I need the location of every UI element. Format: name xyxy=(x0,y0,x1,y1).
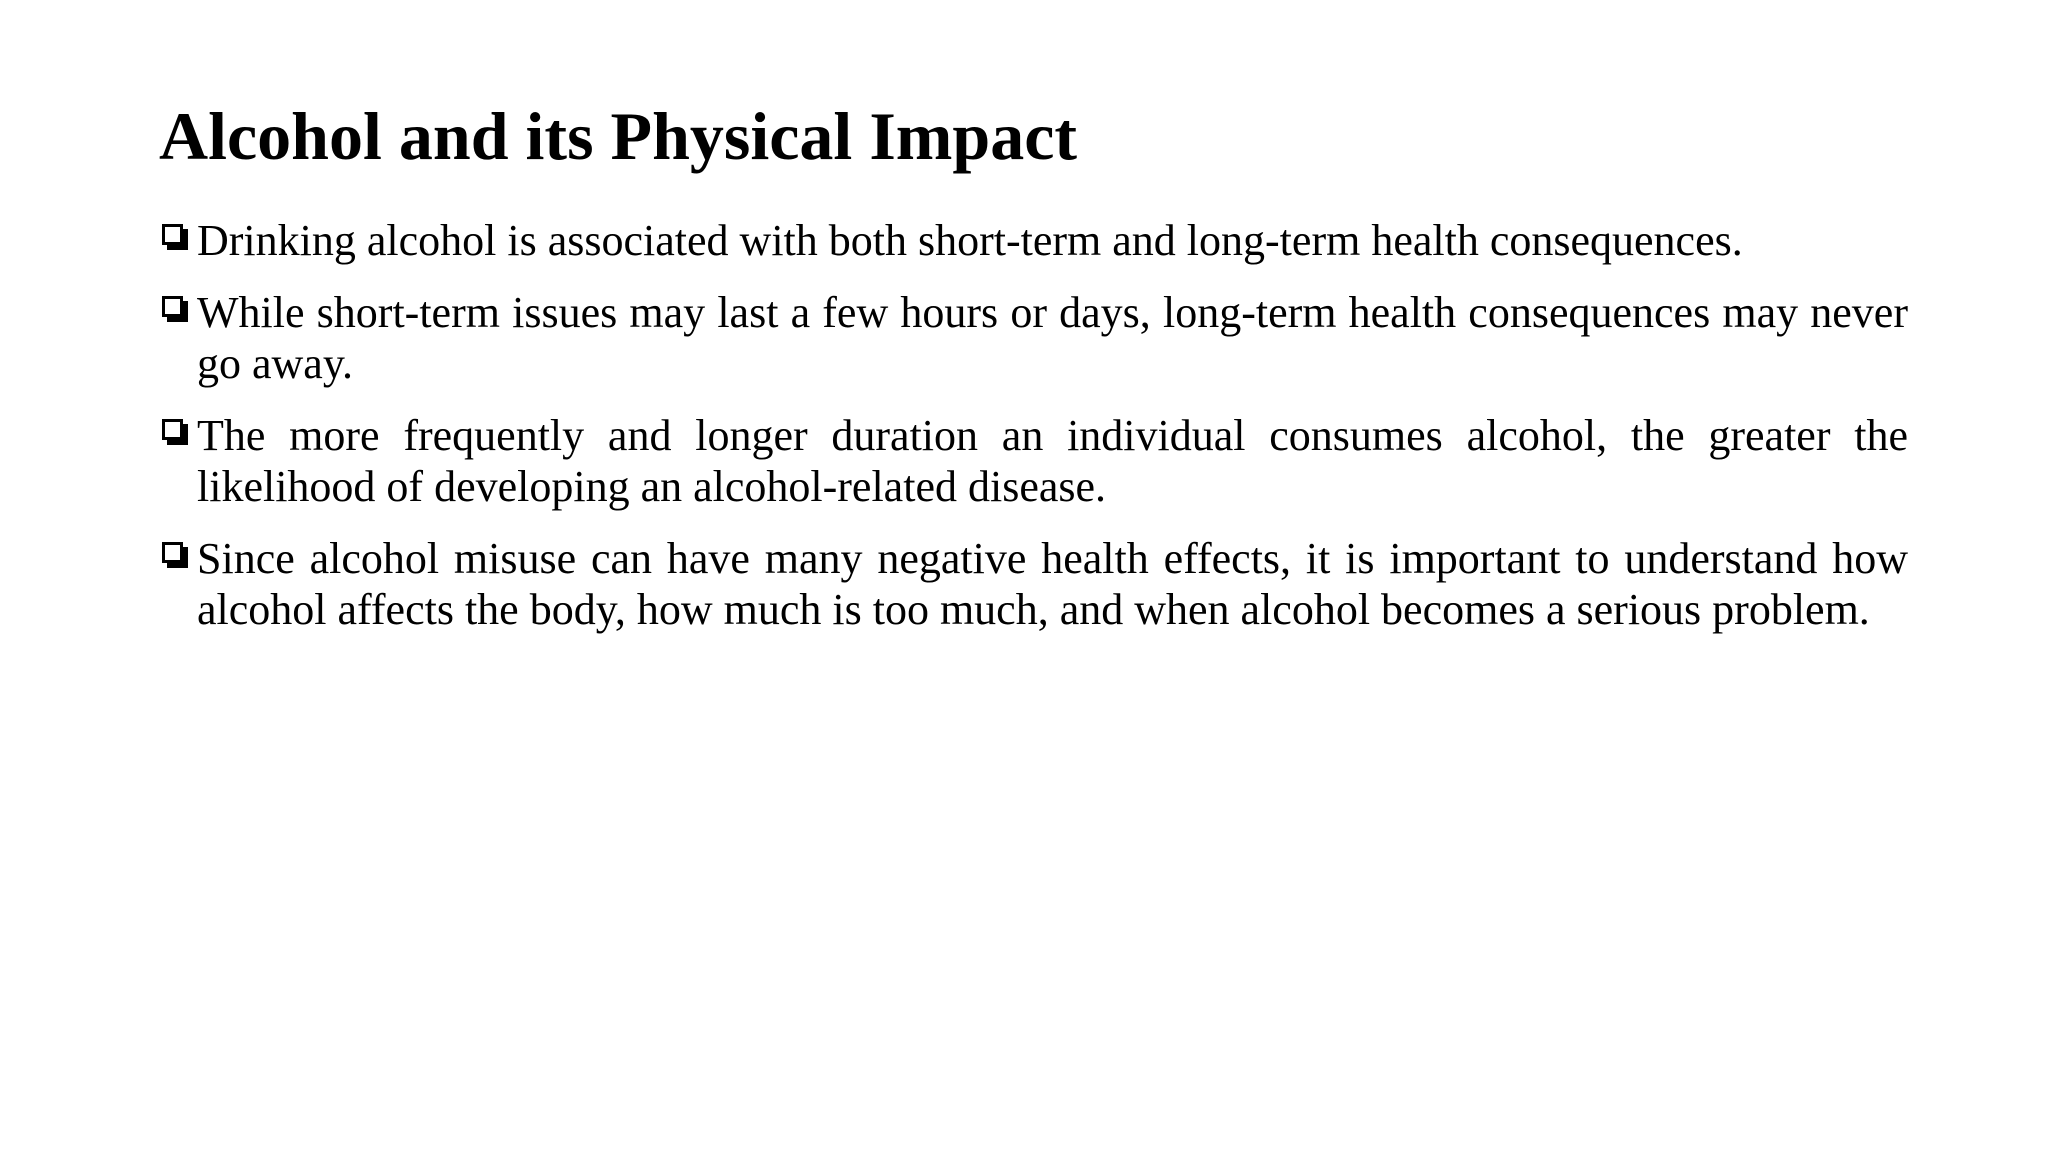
hollow-square-box-icon xyxy=(162,296,188,322)
hollow-square-box-icon xyxy=(162,224,188,250)
bullet-list xyxy=(159,215,1908,656)
bullet-item xyxy=(159,215,1908,266)
hollow-square-box-icon xyxy=(162,419,188,445)
bullet-item xyxy=(159,287,1908,389)
hollow-square-box-icon xyxy=(162,542,188,568)
bullet-text: Since alcohol misuse can have many negative health effects, it is important to understand how alcohol affects the body, how much is too much, and when alcohol becomes a serious problem. xyxy=(197,534,1908,634)
bullet-text: Drinking alcohol is associated with both short-term and long-term health consequences. xyxy=(197,216,1743,265)
bullet-text: While short-term issues may last a few hours or days, long-term health consequences may never go away. xyxy=(197,288,1908,388)
bullet-item xyxy=(159,533,1908,635)
bullet-item xyxy=(159,410,1908,512)
slide-title: Alcohol and its Physical Impact xyxy=(159,98,1078,174)
bullet-text: The more frequently and longer duration an individual consumes alcohol, the greater the likelihood of developing an alcohol-related disease. xyxy=(197,411,1908,511)
